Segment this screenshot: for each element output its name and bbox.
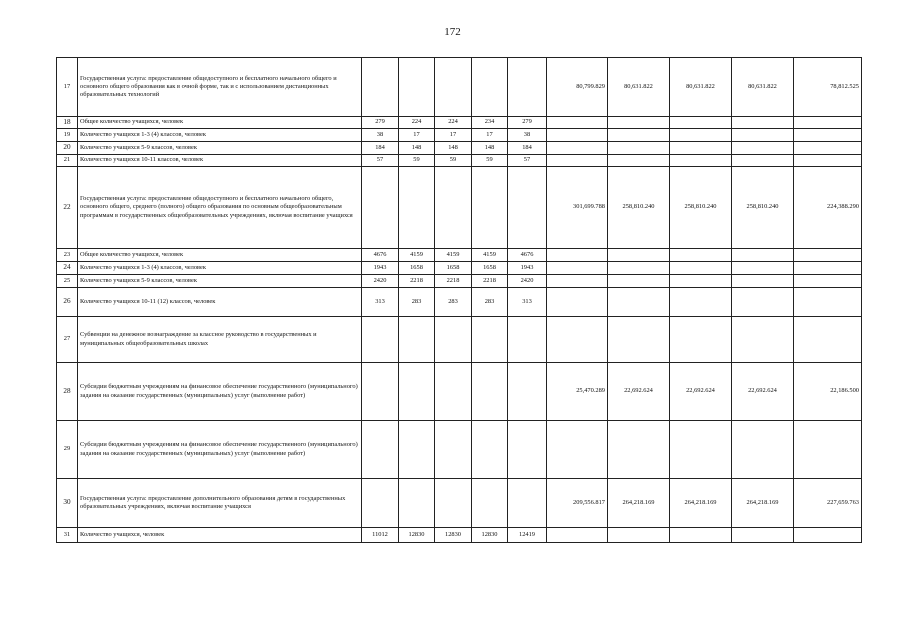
amount-cell: 258,810.240	[608, 167, 670, 249]
amount-cell	[670, 142, 732, 155]
row-description: Количество учащихся 5-9 классов, человек	[78, 142, 362, 155]
amount-cell	[732, 317, 794, 363]
row-number: 26	[57, 288, 78, 317]
amount-cell: 264,218.169	[670, 479, 732, 528]
count-cell: 2420	[362, 275, 399, 288]
row-description: Субсидии бюджетным учреждениям на финансовое обеспечение государственного (муниципального) задания на оказание государственных (муниципальных) услуг (выполнение работ)	[78, 421, 362, 479]
amount-cell	[608, 117, 670, 129]
amount-cell: 25,470.289	[547, 363, 608, 421]
count-cell	[399, 167, 435, 249]
count-cell: 148	[399, 142, 435, 155]
row-description: Общее количество учащихся, человек	[78, 249, 362, 262]
table-row	[57, 58, 862, 117]
table-row	[57, 288, 862, 317]
count-cell	[399, 363, 435, 421]
amount-cell	[670, 249, 732, 262]
row-description: Количество учащихся, человек	[78, 528, 362, 543]
count-cell	[435, 479, 472, 528]
row-number: 18	[57, 117, 78, 129]
amount-cell	[794, 421, 862, 479]
count-cell	[362, 363, 399, 421]
table-row	[57, 262, 862, 275]
table-body	[57, 58, 862, 543]
amount-cell	[794, 317, 862, 363]
amount-cell	[732, 275, 794, 288]
count-cell	[362, 317, 399, 363]
amount-cell	[608, 155, 670, 167]
table-row	[57, 249, 862, 262]
table-row	[57, 275, 862, 288]
row-number: 21	[57, 155, 78, 167]
count-cell	[435, 421, 472, 479]
amount-cell	[608, 317, 670, 363]
amount-cell	[794, 275, 862, 288]
count-cell	[362, 421, 399, 479]
amount-cell	[670, 117, 732, 129]
amount-cell	[670, 528, 732, 543]
count-cell: 224	[399, 117, 435, 129]
amount-cell: 258,810.240	[670, 167, 732, 249]
count-cell: 57	[362, 155, 399, 167]
amount-cell	[794, 155, 862, 167]
amount-cell	[547, 275, 608, 288]
table-row	[57, 421, 862, 479]
amount-cell	[670, 288, 732, 317]
amount-cell: 78,812.525	[794, 58, 862, 117]
count-cell: 12830	[399, 528, 435, 543]
row-description: Количество учащихся 1-3 (4) классов, человек	[78, 129, 362, 142]
count-cell: 148	[472, 142, 508, 155]
count-cell: 1943	[362, 262, 399, 275]
amount-cell	[547, 142, 608, 155]
amount-cell: 22,692.624	[732, 363, 794, 421]
table-row	[57, 167, 862, 249]
count-cell	[508, 479, 547, 528]
count-cell	[362, 167, 399, 249]
count-cell	[362, 479, 399, 528]
amount-cell	[732, 155, 794, 167]
table-row	[57, 129, 862, 142]
amount-cell	[732, 421, 794, 479]
row-description: Государственная услуга: предоставление общедоступного и бесплатного начального общего, основного общего, среднего (полного) общего образования по основным общеобразовательным программам в государственных общеобразовательных учреждениях, включая воспитание учащихся	[78, 167, 362, 249]
count-cell: 234	[472, 117, 508, 129]
table-row	[57, 317, 862, 363]
amount-cell	[794, 142, 862, 155]
amount-cell	[608, 528, 670, 543]
count-cell	[399, 317, 435, 363]
row-number: 22	[57, 167, 78, 249]
amount-cell	[732, 262, 794, 275]
count-cell: 59	[435, 155, 472, 167]
amount-cell	[670, 262, 732, 275]
row-number: 29	[57, 421, 78, 479]
amount-cell: 80,631.822	[608, 58, 670, 117]
count-cell: 224	[435, 117, 472, 129]
row-number: 25	[57, 275, 78, 288]
count-cell	[472, 58, 508, 117]
amount-cell	[608, 275, 670, 288]
amount-cell: 224,388.290	[794, 167, 862, 249]
count-cell: 148	[435, 142, 472, 155]
count-cell: 57	[508, 155, 547, 167]
table-row	[57, 142, 862, 155]
count-cell	[472, 167, 508, 249]
page-number: 172	[444, 26, 461, 38]
count-cell	[472, 479, 508, 528]
count-cell	[435, 317, 472, 363]
row-description: Государственная услуга: предоставление общедоступного и бесплатного начального общего и основного общего образования как в очной форме, так и с использованием дистанционных образовательных технологий	[78, 58, 362, 117]
count-cell: 12830	[435, 528, 472, 543]
row-description: Общее количество учащихся, человек	[78, 117, 362, 129]
count-cell	[508, 363, 547, 421]
amount-cell: 264,218.169	[608, 479, 670, 528]
amount-cell	[794, 288, 862, 317]
amount-cell	[547, 155, 608, 167]
table-row	[57, 479, 862, 528]
amount-cell	[547, 421, 608, 479]
count-cell	[399, 58, 435, 117]
amount-cell: 80,631.822	[670, 58, 732, 117]
count-cell	[508, 58, 547, 117]
count-cell: 184	[508, 142, 547, 155]
amount-cell	[794, 262, 862, 275]
amount-cell: 80,631.822	[732, 58, 794, 117]
count-cell: 2420	[508, 275, 547, 288]
row-number: 27	[57, 317, 78, 363]
count-cell	[508, 167, 547, 249]
amount-cell: 264,218.169	[732, 479, 794, 528]
amount-cell: 80,799.829	[547, 58, 608, 117]
amount-cell	[732, 288, 794, 317]
amount-cell	[732, 528, 794, 543]
amount-cell	[794, 129, 862, 142]
amount-cell: 301,699.788	[547, 167, 608, 249]
count-cell: 12830	[472, 528, 508, 543]
amount-cell	[670, 275, 732, 288]
count-cell	[472, 421, 508, 479]
count-cell: 1943	[508, 262, 547, 275]
amount-cell	[732, 117, 794, 129]
count-cell: 2218	[472, 275, 508, 288]
amount-cell	[732, 142, 794, 155]
amount-cell	[794, 117, 862, 129]
count-cell: 4159	[472, 249, 508, 262]
count-cell	[508, 421, 547, 479]
count-cell	[399, 479, 435, 528]
row-number: 31	[57, 528, 78, 543]
row-description: Субвенции на денежное вознаграждение за классное руководство в государственных и муниципальных общеобразовательных школах	[78, 317, 362, 363]
count-cell	[399, 421, 435, 479]
count-cell: 313	[362, 288, 399, 317]
amount-cell	[608, 262, 670, 275]
count-cell: 2218	[435, 275, 472, 288]
row-description: Количество учащихся 1-3 (4) классов, человек	[78, 262, 362, 275]
count-cell	[435, 58, 472, 117]
count-cell: 1658	[399, 262, 435, 275]
count-cell: 279	[362, 117, 399, 129]
amount-cell	[608, 129, 670, 142]
amount-cell	[547, 262, 608, 275]
count-cell: 17	[435, 129, 472, 142]
amount-cell	[794, 249, 862, 262]
row-description: Количество учащихся 10-11 классов, человек	[78, 155, 362, 167]
count-cell: 283	[435, 288, 472, 317]
amount-cell	[547, 317, 608, 363]
row-number: 17	[57, 58, 78, 117]
count-cell: 17	[472, 129, 508, 142]
row-number: 23	[57, 249, 78, 262]
amount-cell: 22,186.500	[794, 363, 862, 421]
count-cell: 4676	[508, 249, 547, 262]
row-description: Количество учащихся 5-9 классов, человек	[78, 275, 362, 288]
row-number: 30	[57, 479, 78, 528]
count-cell: 38	[362, 129, 399, 142]
count-cell: 283	[399, 288, 435, 317]
amount-cell	[670, 421, 732, 479]
amount-cell: 22,692.624	[670, 363, 732, 421]
count-cell: 59	[472, 155, 508, 167]
amount-cell	[732, 129, 794, 142]
count-cell	[472, 317, 508, 363]
row-number: 28	[57, 363, 78, 421]
amount-cell	[547, 528, 608, 543]
amount-cell: 258,810.240	[732, 167, 794, 249]
count-cell: 4159	[435, 249, 472, 262]
amount-cell	[608, 142, 670, 155]
count-cell: 4159	[399, 249, 435, 262]
count-cell	[362, 58, 399, 117]
count-cell: 184	[362, 142, 399, 155]
count-cell: 2218	[399, 275, 435, 288]
count-cell: 283	[472, 288, 508, 317]
count-cell: 11012	[362, 528, 399, 543]
amount-cell	[547, 129, 608, 142]
table-row	[57, 155, 862, 167]
amount-cell	[670, 129, 732, 142]
count-cell	[435, 167, 472, 249]
row-number: 24	[57, 262, 78, 275]
amount-cell	[670, 155, 732, 167]
amount-cell	[547, 249, 608, 262]
amount-cell	[794, 528, 862, 543]
count-cell: 38	[508, 129, 547, 142]
count-cell: 1658	[472, 262, 508, 275]
count-cell: 279	[508, 117, 547, 129]
row-description: Государственная услуга: предоставление дополнительного образования детям в государственных образовательных учреждениях, включая воспитание учащихся	[78, 479, 362, 528]
amount-cell: 209,556.817	[547, 479, 608, 528]
row-description: Субсидии бюджетным учреждениям на финансовое обеспечение государственного (муниципального) задания на оказание государственных (муниципальных) услуг (выполнение работ)	[78, 363, 362, 421]
amount-cell	[608, 288, 670, 317]
count-cell	[472, 363, 508, 421]
row-description: Количество учащихся 10-11 (12) классов, человек	[78, 288, 362, 317]
table-row	[57, 363, 862, 421]
amount-cell: 22,692.624	[608, 363, 670, 421]
count-cell: 12419	[508, 528, 547, 543]
count-cell: 1658	[435, 262, 472, 275]
amount-cell: 227,659.763	[794, 479, 862, 528]
amount-cell	[670, 317, 732, 363]
count-cell: 4676	[362, 249, 399, 262]
amount-cell	[608, 249, 670, 262]
amount-cell	[547, 117, 608, 129]
row-number: 19	[57, 129, 78, 142]
row-number: 20	[57, 142, 78, 155]
table-row	[57, 528, 862, 543]
amount-cell	[608, 421, 670, 479]
amount-cell	[732, 249, 794, 262]
budget-table	[56, 57, 862, 543]
count-cell	[435, 363, 472, 421]
table-row	[57, 117, 862, 129]
count-cell: 313	[508, 288, 547, 317]
count-cell: 17	[399, 129, 435, 142]
count-cell: 59	[399, 155, 435, 167]
count-cell	[508, 317, 547, 363]
amount-cell	[547, 288, 608, 317]
